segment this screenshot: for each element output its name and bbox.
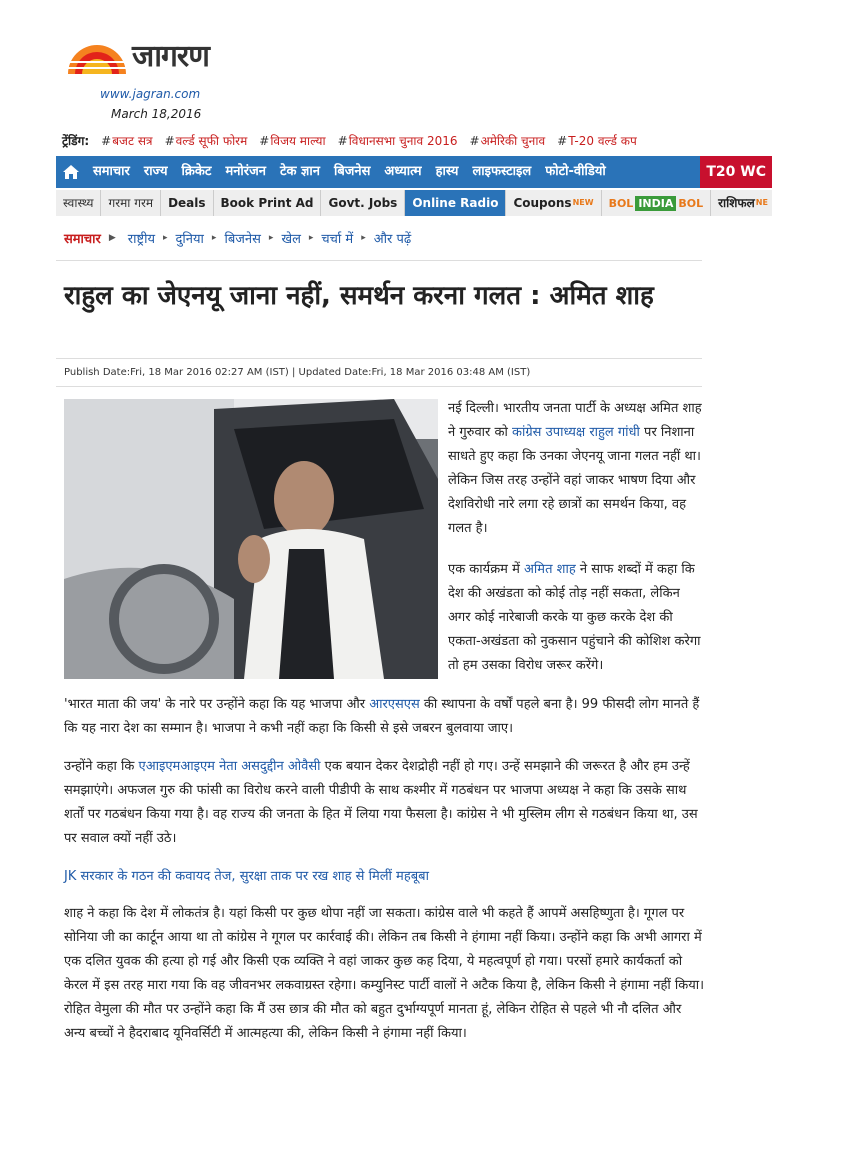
subnav-garma-garam[interactable]: गरमा गरम xyxy=(101,190,161,216)
nav-item-adhyatm[interactable]: अध्यात्म xyxy=(384,164,422,179)
sub-nav xyxy=(56,190,772,216)
related-article-link[interactable]: JK सरकार के गठन की कवायद तेज, सुरक्षा ताक पर रख शाह से मिलीं महबूबा xyxy=(64,869,429,884)
trending-item[interactable]: #T-20 वर्ल्ड कप xyxy=(557,134,637,148)
breadcrumb-item[interactable]: चर्चा में xyxy=(321,232,354,247)
sun-logo-icon xyxy=(66,40,128,74)
logo-text: जागरण xyxy=(132,39,209,74)
nav-item-business[interactable]: बिजनेस xyxy=(333,164,371,179)
paragraph-2: एक कार्यक्रम में अमित शाह ने साफ शब्दों में कहा कि देश की अखंडता को कोई तोड़ नहीं सकता, लेकिन अगर कोई नारेबाजी करके या कुछ करके देश की एकता-अखंडता को नुकसान पहुंचाने की कोशिश करेगा तो हम उसका विरोध जरूर करेंगे। xyxy=(448,562,701,673)
subnav-bol-india-bol[interactable]: BOL INDIA BOL xyxy=(602,190,712,216)
new-badge: NE xyxy=(755,198,768,207)
trending-item[interactable]: #अमेरिकी चुनाव xyxy=(469,134,546,148)
breadcrumb-main[interactable]: समाचार xyxy=(64,232,101,247)
trending-label: ट्रेंडिंग: xyxy=(62,134,90,148)
paragraph-4: उन्होंने कहा कि एआइएमआइएम नेता असदुद्दीन ओवैसी एक बयान देकर देशद्रोही नहीं हो गए। उन्हें समझाने की जरूरत है और हम उन्हें समझाएंगे। अफजल गुरु की फांसी का विरोध करने वाली पीडीपी के साथ कश्मीर में गठबंधन पर भाजपा अध्यक्ष ने कहा कि उसके साथ शर्तों पर गठबंधन किया गया है। वह राज्य की जनता के हित में लिया गया फैसला है। कांग्रेस ने भी मुस्लिम लीग से गठबंधन किया था, उस पर सवाल क्यों नहीं उठे। xyxy=(64,759,698,846)
paragraph-3: 'भारत माता की जय' के नारे पर उन्होंने कहा कि यह भाजपा और आरएसएस की स्थापना के वर्षों पहले बना है। 99 फीसदी लोग मानते हैं कि यह नारा देश का सम्मान है। भाजपा ने कभी नहीं कहा कि किसी से इसे जबरन बुलवाया जाए। xyxy=(64,697,700,736)
caret-right-icon: ▸ xyxy=(308,233,314,243)
subnav-online-radio[interactable]: Online Radio xyxy=(405,190,506,216)
article-meta: Publish Date:Fri, 18 Mar 2016 02:27 AM (IST) | Updated Date:Fri, 18 Mar 2016 03:48 AM (IST) xyxy=(64,367,531,378)
main-nav xyxy=(56,156,772,188)
subnav-deals[interactable]: Deals xyxy=(161,190,213,216)
trending-item[interactable]: #वर्ल्ड सूफी फोरम xyxy=(164,134,248,148)
nav-item-lifestyle[interactable]: लाइफस्टाइल xyxy=(472,164,532,179)
nav-item-samachar[interactable]: समाचार xyxy=(93,164,130,179)
breadcrumb-item[interactable]: और पढ़ें xyxy=(373,232,412,247)
link-rss[interactable]: आरएसएस xyxy=(369,697,420,712)
paragraph-1: नई दिल्ली। भारतीय जनता पार्टी के अध्यक्ष अमित शाह ने गुरुवार को कांग्रेस उपाध्यक्ष राहुल गांधी पर निशाना साधते हुए कहा कि उनका जेएनयू जाना गलत नहीं था। लेकिन जिस तरह उन्होंने वहां जाकर भाषण दिया और देशविरोधी नारे लगा रहे छात्रों का समर्थन किया, वह गलत है। xyxy=(448,401,702,536)
nav-item-photo-video[interactable]: फोटो-वीडियो xyxy=(545,164,606,179)
site-url[interactable]: www.jagran.com xyxy=(100,87,201,101)
caret-right-icon: ▸ xyxy=(268,233,274,243)
subnav-coupons[interactable]: Coupons$^{NEW}$ xyxy=(506,190,601,216)
breadcrumb-item[interactable]: राष्ट्रीय xyxy=(127,232,155,247)
new-badge: NEW xyxy=(572,198,594,207)
divider xyxy=(56,260,702,261)
link-owaisi[interactable]: एआइएमआइएम नेता असदुद्दीन ओवैसी xyxy=(138,759,321,774)
article-photo xyxy=(64,399,438,679)
subnav-govt-jobs[interactable]: Govt. Jobs xyxy=(321,190,405,216)
home-icon xyxy=(62,164,80,180)
subnav-rashifal[interactable]: राशिफल$^{NE}$ xyxy=(711,190,772,216)
nav-item-cricket[interactable]: क्रिकेट xyxy=(181,164,212,179)
nav-item-rajya[interactable]: राज्य xyxy=(143,164,168,179)
subnav-book-print-ad[interactable]: Book Print Ad xyxy=(214,190,322,216)
divider xyxy=(56,358,702,359)
link-amit-shah[interactable]: अमित शाह xyxy=(524,562,576,577)
breadcrumb-item[interactable]: बिजनेस xyxy=(224,232,261,247)
caret-right-icon: ▶ xyxy=(108,233,116,243)
nav-item-hasya[interactable]: हास्य xyxy=(435,164,459,179)
trending-bar xyxy=(62,132,637,149)
nav-item-t20[interactable]: T20 WC xyxy=(700,156,772,188)
link-rahul-gandhi[interactable]: कांग्रेस उपाध्यक्ष राहुल गांधी xyxy=(511,425,640,440)
nav-item-tech[interactable]: टेक ज्ञान xyxy=(279,164,320,179)
photo-scene xyxy=(64,399,438,679)
caret-right-icon: ▸ xyxy=(361,233,366,243)
jagran-logo[interactable] xyxy=(66,40,209,74)
caret-right-icon: ▸ xyxy=(211,233,217,243)
trending-item[interactable]: #विजय माल्या xyxy=(259,134,326,148)
home-button[interactable] xyxy=(56,156,86,188)
breadcrumb xyxy=(64,229,411,247)
article-title: राहुल का जेएनयू जाना नहीं, समर्थन करना गलत : अमित शाह xyxy=(64,281,654,311)
subnav-swasthya[interactable]: स्वास्थ्य xyxy=(56,190,101,216)
nav-item-manoranjan[interactable]: मनोरंजन xyxy=(225,164,266,179)
caret-right-icon: ▸ xyxy=(162,233,168,243)
trending-item[interactable]: #विधानसभा चुनाव 2016 xyxy=(337,134,458,148)
divider xyxy=(56,386,702,387)
paragraph-5: शाह ने कहा कि देश में लोकतंत्र है। यहां किसी पर कुछ थोपा नहीं जा सकता। कांग्रेस वाले भी कहते हैं आपमें असहिष्णुता है। गूगल पर सोनिया जी का कार्टून आया था तो कांग्रेस ने गूगल पर कार्रवाई की। लेकिन तब किसी ने हंगामा नहीं किया। उन्होंने कहा कि अभी आगरा में एक दलित युवक की हत्या हो गई और किसी एक व्यक्ति ने वहां जाकर कुछ कह दिया, ये महत्वपूर्ण हो गया। परसों हमारे कार्यकर्ता को केरल में इस तरह मारा गया कि वह जीवनभर लकवाग्रस्त रहेगा। कम्युनिस्ट पार्टी वालों ने अटैक किया है, लेकिन किसी ने हंगामा नहीं किया। रोहित वेमुला की मौत पर उन्होंने कहा कि मैं उस छात्र की मौत को बहुत दुर्भाग्यपूर्ण मानता हूं, लेकिन रोहित से पहले भी नौ दलित और अन्य बच्चों ने हैदराबाद यूनिवर्सिटी में आत्महत्या की, लेकिन किसी ने हंगामा नहीं किया। xyxy=(64,906,705,1041)
trending-item[interactable]: #बजट सत्र xyxy=(101,134,153,148)
breadcrumb-item[interactable]: दुनिया xyxy=(175,232,204,247)
breadcrumb-item[interactable]: खेल xyxy=(281,232,301,247)
page-date: March 18,2016 xyxy=(111,107,202,121)
